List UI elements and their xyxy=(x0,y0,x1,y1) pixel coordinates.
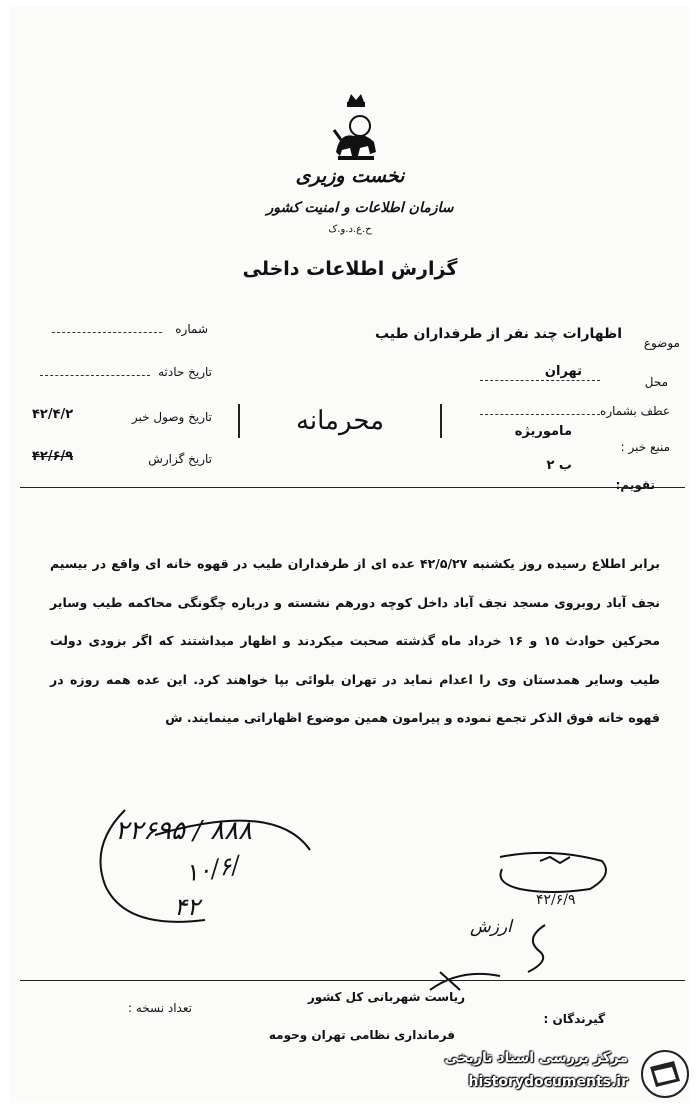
handwritten-year: ۴۲ xyxy=(174,893,200,921)
subject-value: اظهارات چند نفر از طرفداران طیب xyxy=(374,326,622,342)
location-value: تهران xyxy=(544,364,582,379)
handwritten-marks-icon xyxy=(420,920,570,995)
recipients-label: گیرندگان : xyxy=(543,1012,605,1026)
watermark-name: مرکز بررسی اسناد تاریخی xyxy=(444,1050,628,1066)
received-date-label: تاریخ وصول خبر xyxy=(131,410,212,424)
report-date-value: ۴۲/۶/۹ xyxy=(32,449,74,464)
source-value: ماموریژه xyxy=(514,424,572,439)
number-dash xyxy=(52,332,162,333)
office-name: نخست وزیری xyxy=(295,165,405,187)
copies-label: تعداد نسخه : xyxy=(127,1001,192,1015)
recipient-1: ریاست شهربانی کل کشور xyxy=(307,990,465,1004)
handwritten-date-fragment: ۱۰/۶/ xyxy=(182,850,242,888)
handwritten-signature-date: ۴۲/۶/۹ xyxy=(536,892,576,908)
reference-dash xyxy=(480,414,600,415)
footer-divider xyxy=(20,980,685,981)
evaluation-value: ب ۲ xyxy=(546,458,572,473)
received-date-value: ۴۲/۴/۲ xyxy=(32,407,74,422)
report-date-label: تاریخ گزارش xyxy=(148,452,212,466)
archive-logo-icon xyxy=(640,1049,690,1099)
recipient-2: فرمانداری نظامی تهران وحومه xyxy=(268,1028,455,1042)
evaluation-label: تقویم: xyxy=(615,478,655,492)
watermark-url: historydocuments.ir xyxy=(468,1074,628,1090)
header-divider xyxy=(20,487,685,488)
classification-stamp xyxy=(238,404,442,438)
incident-date-dash xyxy=(40,375,150,376)
source-label: منبع خبر : xyxy=(620,440,670,454)
classification-stamp-text: محرمانه xyxy=(295,406,385,436)
report-title: گزارش اطلاعات داخلی xyxy=(242,258,458,280)
location-label: محل xyxy=(644,375,668,389)
location-dash xyxy=(480,380,600,381)
registration-number-handwriting: ۲۲۶۹۵ / ۸۸۸ xyxy=(115,816,253,846)
subject-label: موضوع xyxy=(643,336,680,350)
organization-name: سازمان اطلاعات و امنیت کشور xyxy=(266,200,454,216)
number-label: شماره xyxy=(175,322,208,336)
organization-code: ح.ع.د.و.ک xyxy=(328,224,372,235)
incident-date-label: تاریخ حادثه xyxy=(158,365,212,379)
reference-label: عطف بشماره xyxy=(600,404,670,418)
lion-and-sun-emblem-icon xyxy=(330,92,382,164)
handwritten-note: ارزش xyxy=(470,917,512,937)
report-body: برابر اطلاع رسیده روز یکشنبه ۴۲/۵/۲۷ عده ای از طرفداران طیب در قهوه خانه ای واقع در بیسیم نجف آباد روبروی مسجد نجف آباد داخل کوچه دورهم نشسته و درباره چگونگی محاکمه طیب وسایر محرکین حوادث ۱۵ و ۱۶ خرداد ماه گذشته صحبت میکردند و اظهار میداشتند که اگر بزودی دولت طیب وسایر همدستان وی را اعدام نماید در تهران بلوائی بپا خواهند کرد. این عده همه روزه در قهوه خانه فوق الذکر تجمع نموده و پیرامون همین موضوع اظهاراتی مینمایند. ش xyxy=(50,556,660,725)
